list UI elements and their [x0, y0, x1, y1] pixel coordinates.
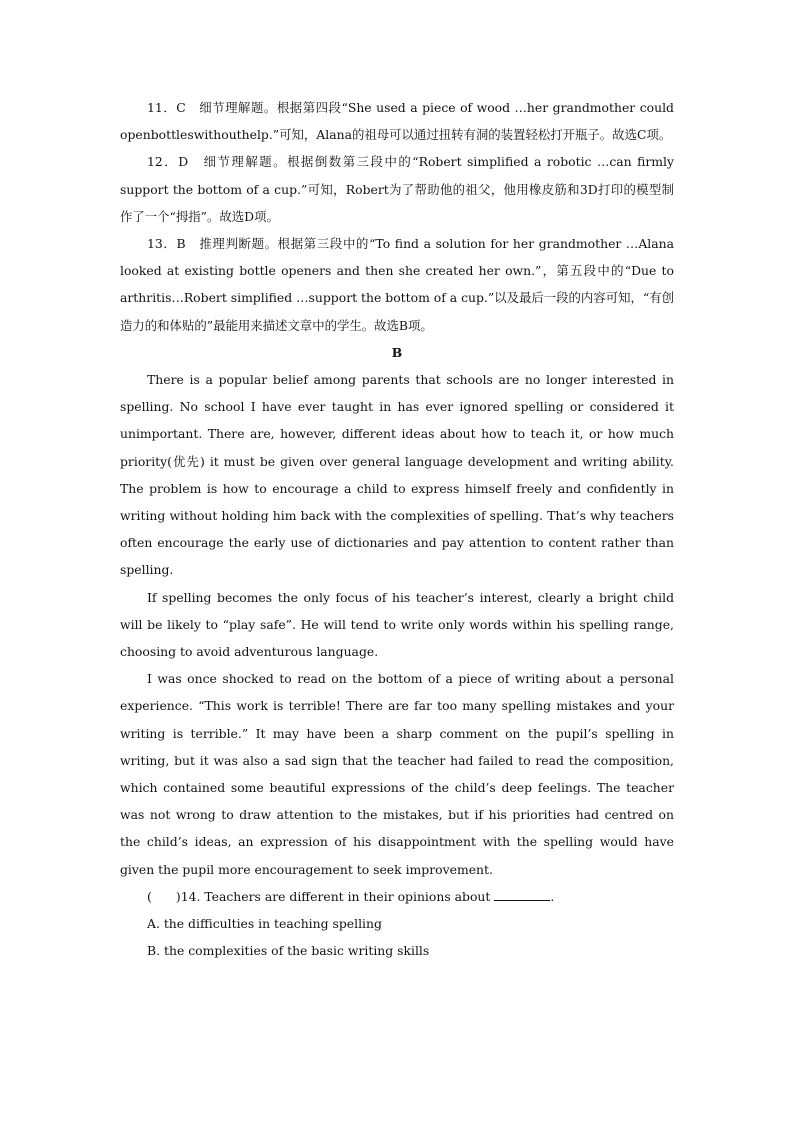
question-stem: 14. Teachers are different in their opinions about — [180, 888, 491, 904]
passage-paragraph-1: There is a popular belief among parents that schools are no longer interested in spelling. No school I have ever taught in has ever ignored spelling or considered it unimportant. There are, however, different ideas about how to teach it, or how much priority(优先) it must be given over general language development and writing ability. The problem is how to encourage a child to express himself freely and confidently in writing without holding him back with the complexities of spelling. That’s why teachers often encourage the early use of dictionaries and pay attention to content rather than spelling. — [120, 372, 674, 578]
passage-paragraph-2: If spelling becomes the only focus of his teacher’s interest, clearly a bright child will be likely to “play safe”. He will tend to write only words within his spelling range, choosing to avoid adventurous language. — [120, 589, 674, 660]
answer-12: 12．D 细节理解题。根据倒数第三段中的“Robert simplified a robotic …can firmly support the bottom of a cup.”可知，Robert为了帮助他的祖父，他用橡皮筋和3D打印的模型制作了一个“拇指”。故选D项。 — [120, 154, 674, 224]
answer-paren-open: ( — [147, 888, 152, 904]
section-title: B — [391, 344, 403, 360]
option-a: A. the difficulties in teaching spelling — [147, 916, 382, 932]
question-14 — [120, 883, 674, 910]
option-b: B. the complexities of the basic writing skills — [147, 943, 430, 959]
answer-13: 13．B 推理判断题。根据第三段中的“To find a solution for her grandmother …Alana looked at existing bottle openers and then she created her own.”，第五段中的“Due to arthritis…Robert simplified …support the bottom of a cup.”以及最后一段的内容可知，“有创造力的和体贴的”最能用来描述文章中的学生。故选B项。 — [120, 236, 674, 333]
passage-paragraph-3: I was once shocked to read on the bottom of a piece of writing about a personal experience. “This work is terrible! There are far too many spelling mistakes and your writing is terrible.” It may have been a sharp comment on the pupil’s spelling in writing, but it was also a sad sign that the teacher had failed to read the composition, which contained some beautiful expressions of the child’s deep feelings. The teacher was not wrong to draw attention to the mistakes, but if his priorities had centred on the child’s ideas, an expression of his disappointment with the spelling would have given the pupil more encouragement to seek improvement. — [120, 671, 674, 877]
answer-11: 11．C 细节理解题。根据第四段“She used a piece of wood …her grandmother could openbottleswithouthelp.”可知，Alana的祖母可以通过扭转有洞的装置轻松打开瓶子。故选C项。 — [120, 100, 674, 143]
answer-paren-close: ) — [175, 888, 181, 904]
question-period: . — [550, 888, 555, 904]
fill-blank[interactable] — [494, 888, 550, 901]
document-content — [120, 94, 674, 965]
